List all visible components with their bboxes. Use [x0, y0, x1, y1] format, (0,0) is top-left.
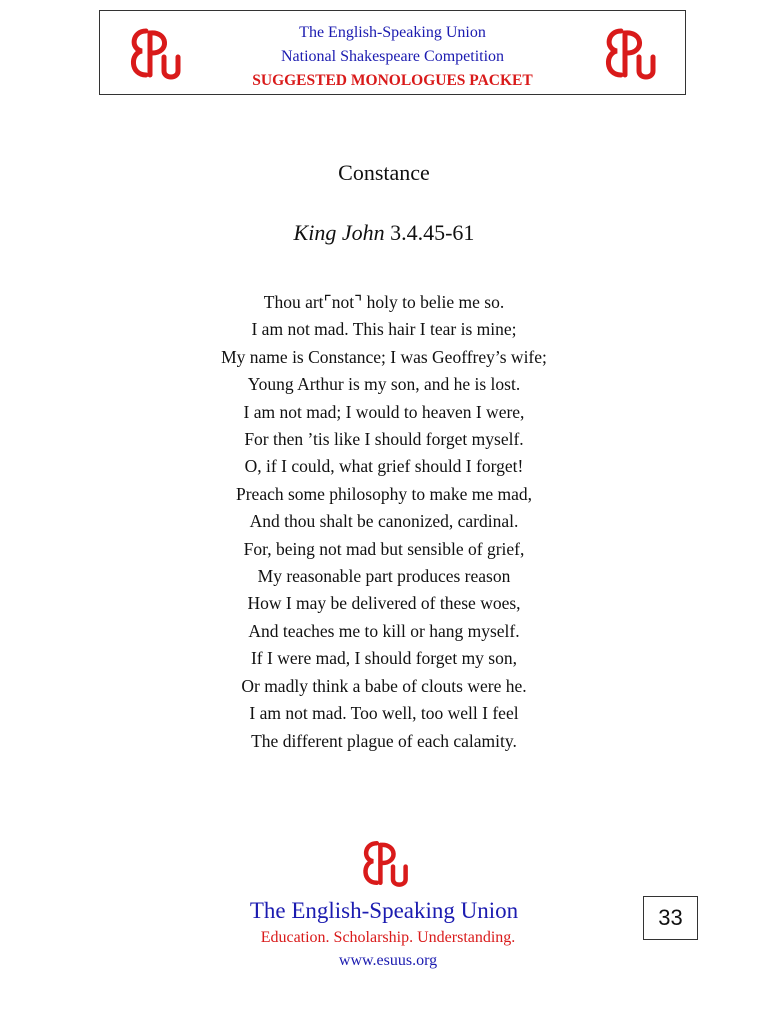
footer-website-link[interactable]: www.esuus.org: [338, 952, 438, 969]
verse-line: Thou art⌜not⌝ holy to belie me so.: [263, 292, 505, 312]
verse-line: For, being not mad but sensible of grief,: [243, 538, 525, 559]
monologue-text: [0, 289, 768, 755]
verse-line: If I were mad, I should forget my son,: [250, 648, 517, 669]
verse-line: Preach some philosophy to make me mad,: [236, 483, 532, 504]
header-competition: National Shakespeare Competition: [280, 48, 505, 65]
header-text: [100, 21, 685, 93]
play-citation: [0, 220, 768, 246]
footer-tagline: Education. Scholarship. Understanding.: [260, 929, 516, 946]
verse-line: O, if I could, what grief should I forget!: [244, 456, 524, 477]
verse-line: And thou shalt be canonized, cardinal.: [249, 511, 519, 532]
footer-org-name: The English-Speaking Union: [249, 898, 519, 923]
act-scene-reference: 3.4.45-61: [384, 220, 475, 245]
header-org: The English-Speaking Union: [299, 24, 486, 41]
character-name: Constance: [338, 160, 430, 185]
verse-line: I am not mad; I would to heaven I were,: [243, 401, 525, 422]
verse-line: My reasonable part produces reason: [257, 566, 511, 587]
verse-line: For then ’tis like I should forget myself.: [244, 429, 524, 450]
esu-logo-icon: [599, 23, 659, 83]
verse-line: I am not mad. Too well, too well I feel: [249, 703, 519, 724]
verse-line: And teaches me to kill or hang myself.: [248, 620, 520, 641]
esu-logo-icon: [357, 836, 411, 890]
verse-line: I am not mad. This hair I tear is mine;: [251, 319, 517, 340]
play-title: King John: [293, 220, 385, 245]
verse-line: The different plague of each calamity.: [251, 730, 517, 751]
header-packet-title: SUGGESTED MONOLOGUES PACKET: [252, 72, 533, 89]
page-number: 33: [643, 896, 698, 940]
verse-line: How I may be delivered of these woes,: [247, 593, 521, 614]
header-banner: [99, 10, 686, 95]
verse-line: Young Arthur is my son, and he is lost.: [247, 374, 521, 395]
verse-line: Or madly think a babe of clouts were he.: [241, 675, 527, 696]
verse-line: My name is Constance; I was Geoffrey’s wife;: [221, 346, 547, 367]
